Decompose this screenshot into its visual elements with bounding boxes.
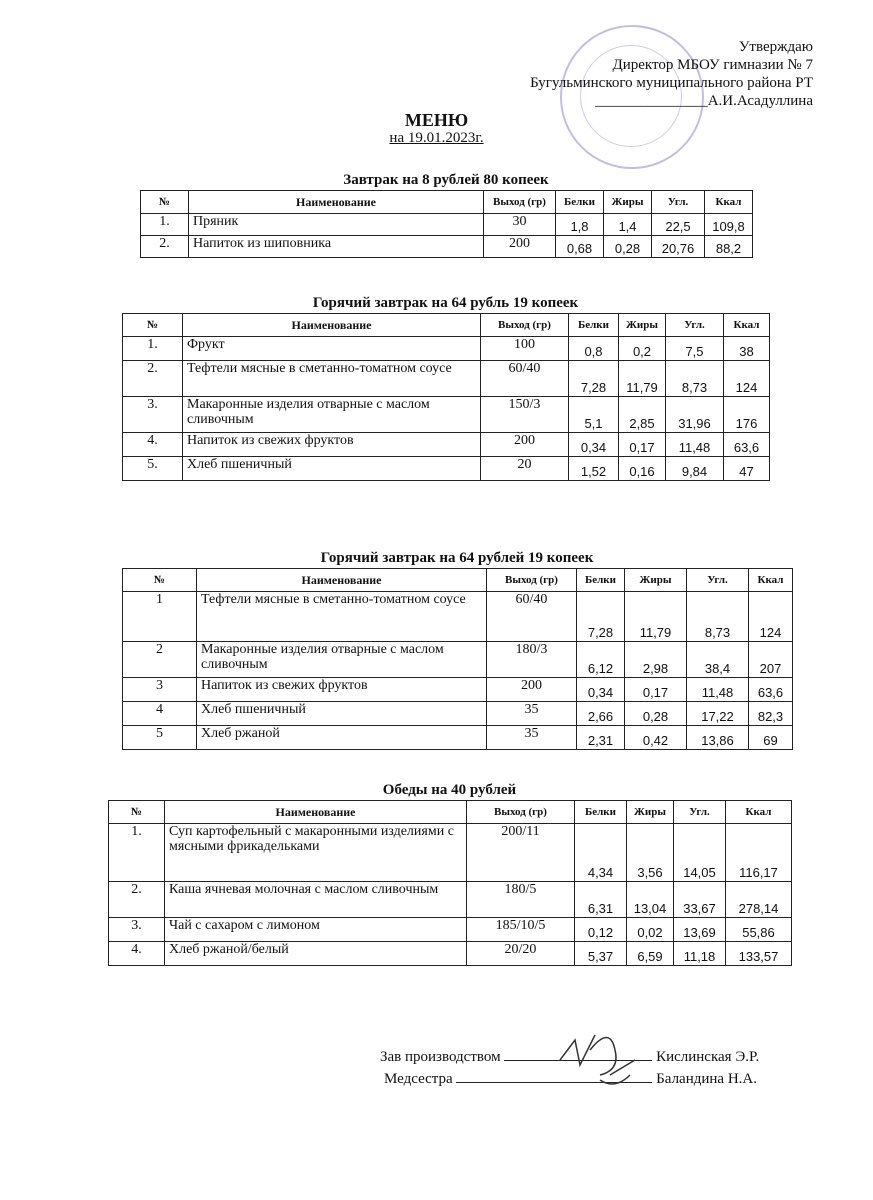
header-carb: Угл. <box>674 801 726 824</box>
cell-kcal: 55,86 <box>726 918 792 942</box>
approval-line-3: Бугульминского муниципального района РТ <box>530 75 813 91</box>
cell-prot: 0,8 <box>569 337 619 361</box>
signature-role: Медсестра <box>384 1071 453 1087</box>
cell-kcal: 88,2 <box>705 236 753 258</box>
cell-prot: 4,34 <box>575 824 627 882</box>
header-out: Выход (гр) <box>484 191 556 214</box>
header-name: Наименование <box>165 801 467 824</box>
cell-kcal: 278,14 <box>726 882 792 918</box>
cell-prot: 7,28 <box>569 361 619 397</box>
table-row <box>123 592 793 642</box>
table-row <box>141 214 753 236</box>
cell-out: 60/40 <box>481 361 569 397</box>
cell-carb: 11,48 <box>666 433 724 457</box>
cell-num: 3. <box>123 397 183 433</box>
header-kcal: Ккал <box>705 191 753 214</box>
cell-prot: 6,31 <box>575 882 627 918</box>
header-fat: Жиры <box>627 801 674 824</box>
table-row <box>123 702 793 726</box>
cell-num: 1. <box>123 337 183 361</box>
cell-fat: 2,98 <box>625 642 687 678</box>
cell-name: Напиток из шиповника <box>189 236 484 258</box>
cell-kcal: 133,57 <box>726 942 792 966</box>
approval-block <box>530 38 813 110</box>
cell-kcal: 124 <box>724 361 770 397</box>
header-prot: Белки <box>577 569 625 592</box>
header-out: Выход (гр) <box>467 801 575 824</box>
cell-fat: 0,17 <box>625 678 687 702</box>
header-kcal: Ккал <box>724 314 770 337</box>
cell-num: 1. <box>141 214 189 236</box>
cell-fat: 0,2 <box>619 337 666 361</box>
cell-name: Суп картофельный с макаронными изделиями с мясными фрикадельками <box>165 824 467 882</box>
cell-carb: 14,05 <box>674 824 726 882</box>
cell-fat: 6,59 <box>627 942 674 966</box>
cell-carb: 33,67 <box>674 882 726 918</box>
cell-fat: 0,02 <box>627 918 674 942</box>
cell-out: 200/11 <box>467 824 575 882</box>
cell-kcal: 124 <box>749 592 793 642</box>
cell-prot: 6,12 <box>577 642 625 678</box>
cell-prot: 2,31 <box>577 726 625 750</box>
header-num: № <box>123 314 183 337</box>
cell-out: 60/40 <box>487 592 577 642</box>
header-num: № <box>141 191 189 214</box>
cell-carb: 13,86 <box>687 726 749 750</box>
approval-line-1: Утверждаю <box>738 39 813 55</box>
header-out: Выход (гр) <box>481 314 569 337</box>
table-row <box>109 918 792 942</box>
cell-kcal: 63,6 <box>724 433 770 457</box>
cell-num: 5 <box>123 726 197 750</box>
header-fat: Жиры <box>619 314 666 337</box>
header-carb: Угл. <box>666 314 724 337</box>
cell-name: Макаронные изделия отварные с маслом сливочным <box>183 397 481 433</box>
cell-kcal: 82,3 <box>749 702 793 726</box>
cell-carb: 22,5 <box>652 214 705 236</box>
cell-name: Чай с сахаром с лимоном <box>165 918 467 942</box>
cell-name: Напиток из свежих фруктов <box>183 433 481 457</box>
header-kcal: Ккал <box>749 569 793 592</box>
cell-kcal: 109,8 <box>705 214 753 236</box>
approval-line-2: Директор МБОУ гимназии № 7 <box>612 57 813 73</box>
cell-num: 2. <box>141 236 189 258</box>
menu-title: МЕНЮ <box>404 110 469 130</box>
cell-fat: 0,42 <box>625 726 687 750</box>
cell-carb: 20,76 <box>652 236 705 258</box>
menu-table <box>108 800 792 966</box>
cell-num: 2. <box>109 882 165 918</box>
menu-table <box>122 568 793 750</box>
cell-out: 35 <box>487 702 577 726</box>
header-prot: Белки <box>575 801 627 824</box>
header-prot: Белки <box>569 314 619 337</box>
cell-name: Пряник <box>189 214 484 236</box>
section-title: Обеды на 40 рублей <box>382 782 517 798</box>
cell-prot: 2,66 <box>577 702 625 726</box>
cell-out: 20/20 <box>467 942 575 966</box>
cell-carb: 8,73 <box>666 361 724 397</box>
section-title: Горячий завтрак на 64 рубль 19 копеек <box>312 295 579 311</box>
cell-kcal: 176 <box>724 397 770 433</box>
menu-table <box>122 313 770 481</box>
cell-prot: 5,37 <box>575 942 627 966</box>
handwritten-signature <box>540 1020 650 1095</box>
cell-out: 35 <box>487 726 577 750</box>
table-row <box>109 942 792 966</box>
cell-fat: 13,04 <box>627 882 674 918</box>
cell-out: 180/5 <box>467 882 575 918</box>
menu-table <box>140 190 753 258</box>
cell-kcal: 116,17 <box>726 824 792 882</box>
cell-num: 2 <box>123 642 197 678</box>
header-fat: Жиры <box>625 569 687 592</box>
cell-name: Хлеб пшеничный <box>197 702 487 726</box>
cell-carb: 11,18 <box>674 942 726 966</box>
cell-num: 4. <box>109 942 165 966</box>
table-row <box>123 361 770 397</box>
cell-num: 5. <box>123 457 183 481</box>
cell-carb: 38,4 <box>687 642 749 678</box>
cell-num: 4. <box>123 433 183 457</box>
cell-out: 30 <box>484 214 556 236</box>
header-carb: Угл. <box>652 191 705 214</box>
cell-fat: 3,56 <box>627 824 674 882</box>
header-name: Наименование <box>197 569 487 592</box>
cell-out: 200 <box>481 433 569 457</box>
cell-kcal: 69 <box>749 726 793 750</box>
cell-fat: 0,17 <box>619 433 666 457</box>
cell-kcal: 38 <box>724 337 770 361</box>
cell-carb: 31,96 <box>666 397 724 433</box>
cell-name: Тефтели мясные в сметанно-томатном соусе <box>183 361 481 397</box>
header-name: Наименование <box>183 314 481 337</box>
cell-fat: 1,4 <box>604 214 652 236</box>
table-row <box>123 642 793 678</box>
cell-out: 20 <box>481 457 569 481</box>
cell-name: Хлеб пшеничный <box>183 457 481 481</box>
cell-name: Каша ячневая молочная с маслом сливочным <box>165 882 467 918</box>
cell-carb: 7,5 <box>666 337 724 361</box>
cell-num: 4 <box>123 702 197 726</box>
cell-prot: 0,34 <box>577 678 625 702</box>
table-row <box>123 457 770 481</box>
cell-prot: 1,8 <box>556 214 604 236</box>
table-row <box>123 337 770 361</box>
cell-out: 200 <box>487 678 577 702</box>
header-num: № <box>123 569 197 592</box>
signature-name: Баландина Н.А. <box>656 1071 758 1087</box>
cell-num: 3 <box>123 678 197 702</box>
cell-out: 150/3 <box>481 397 569 433</box>
cell-carb: 11,48 <box>687 678 749 702</box>
cell-fat: 0,28 <box>625 702 687 726</box>
cell-prot: 0,34 <box>569 433 619 457</box>
cell-num: 1. <box>109 824 165 882</box>
cell-fat: 0,16 <box>619 457 666 481</box>
header-fat: Жиры <box>604 191 652 214</box>
header-out: Выход (гр) <box>487 569 577 592</box>
cell-name: Хлеб ржаной/белый <box>165 942 467 966</box>
header-num: № <box>109 801 165 824</box>
cell-carb: 13,69 <box>674 918 726 942</box>
cell-num: 2. <box>123 361 183 397</box>
cell-carb: 8,73 <box>687 592 749 642</box>
cell-fat: 11,79 <box>625 592 687 642</box>
section-title: Завтрак на 8 рублей 80 копеек <box>343 172 549 188</box>
menu-date: на 19.01.2023г. <box>389 130 484 146</box>
table-row <box>123 433 770 457</box>
cell-name: Хлеб ржаной <box>197 726 487 750</box>
cell-name: Фрукт <box>183 337 481 361</box>
cell-name: Тефтели мясные в сметанно-томатном соусе <box>197 592 487 642</box>
section-title: Горячий завтрак на 64 рублей 19 копеек <box>320 550 594 566</box>
header-carb: Угл. <box>687 569 749 592</box>
cell-out: 100 <box>481 337 569 361</box>
cell-prot: 0,68 <box>556 236 604 258</box>
cell-out: 180/3 <box>487 642 577 678</box>
cell-name: Макаронные изделия отварные с маслом сливочным <box>197 642 487 678</box>
cell-carb: 9,84 <box>666 457 724 481</box>
cell-prot: 1,52 <box>569 457 619 481</box>
header-kcal: Ккал <box>726 801 792 824</box>
cell-kcal: 207 <box>749 642 793 678</box>
header-prot: Белки <box>556 191 604 214</box>
cell-out: 200 <box>484 236 556 258</box>
cell-num: 3. <box>109 918 165 942</box>
cell-kcal: 63,6 <box>749 678 793 702</box>
table-row <box>123 726 793 750</box>
cell-prot: 5,1 <box>569 397 619 433</box>
table-row <box>123 678 793 702</box>
table-row <box>123 397 770 433</box>
cell-prot: 7,28 <box>577 592 625 642</box>
signature-role: Зав производством <box>380 1049 501 1065</box>
cell-carb: 17,22 <box>687 702 749 726</box>
approval-line-4: _______________А.И.Асадуллина <box>595 93 813 109</box>
cell-fat: 2,85 <box>619 397 666 433</box>
cell-fat: 11,79 <box>619 361 666 397</box>
cell-num: 1 <box>123 592 197 642</box>
table-row <box>109 882 792 918</box>
header-name: Наименование <box>189 191 484 214</box>
signature-name: Кислинская Э.Р. <box>656 1049 760 1065</box>
cell-out: 185/10/5 <box>467 918 575 942</box>
cell-prot: 0,12 <box>575 918 627 942</box>
cell-kcal: 47 <box>724 457 770 481</box>
table-row <box>141 236 753 258</box>
cell-fat: 0,28 <box>604 236 652 258</box>
cell-name: Напиток из свежих фруктов <box>197 678 487 702</box>
table-row <box>109 824 792 882</box>
